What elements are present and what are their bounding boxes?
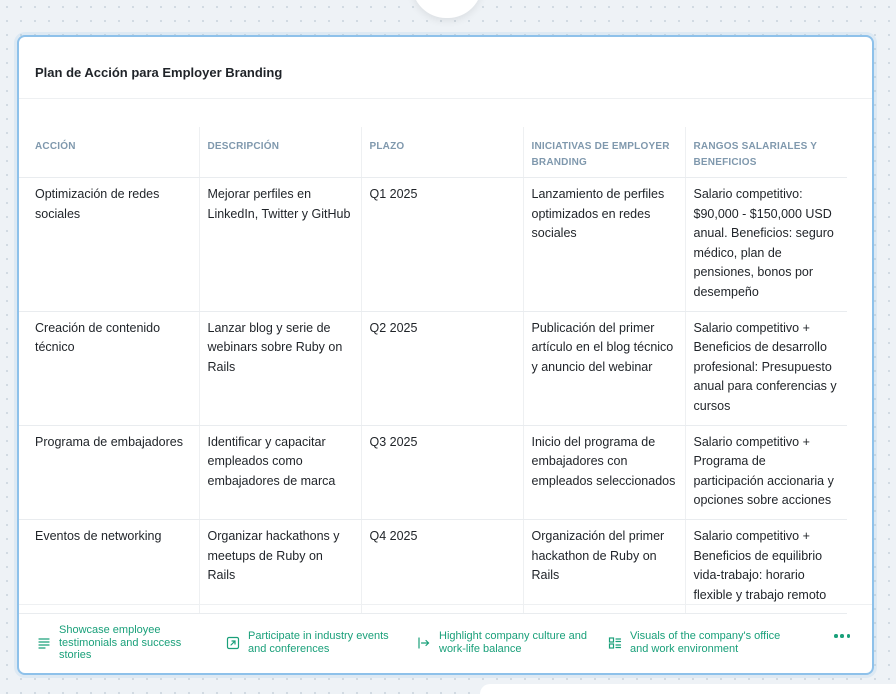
suggestion-label: Highlight company culture and work-life balance [439, 630, 587, 655]
table-cell: Optimización de redes sociales [19, 178, 199, 312]
table-cell: Publicación del primer artículo en el blog técnico y anuncio del webinar [523, 311, 685, 425]
table-cell: Q2 2025 [361, 311, 523, 425]
table-cell: Q1 2025 [361, 178, 523, 312]
suggestion-office-visuals[interactable] [608, 630, 788, 655]
table-cell: Q3 2025 [361, 425, 523, 519]
column-header-iniciativas: INICIATIVAS DE EMPLOYER BRANDING [523, 127, 685, 178]
table-cell: Salario competitivo + Programa de participación accionaria y opciones sobre acciones [685, 425, 847, 519]
more-options-icon[interactable] [834, 631, 850, 641]
table-cell: Mejorar perfiles en LinkedIn, Twitter y GitHub [199, 178, 361, 312]
action-plan-card [17, 35, 874, 675]
suggestion-testimonials[interactable] [37, 624, 202, 662]
table-cell: Lanzar blog y serie de webinars sobre Ruby on Rails [199, 311, 361, 425]
column-header-rangos: RANGOS SALARIALES Y BENEFICIOS [685, 127, 847, 178]
table-cell: Salario competitivo + Beneficios de desarrollo profesional: Presupuesto anual para conferencias y cursos [685, 311, 847, 425]
table-cell: Creación de contenido técnico [19, 311, 199, 425]
table-cell: Programa de embajadores [19, 425, 199, 519]
column-header-accion: ACCIÓN [19, 127, 199, 178]
suggestion-label: Visuals of the company's office and work environment [630, 630, 781, 655]
arrow-box-icon [226, 636, 240, 650]
top-handle [412, 0, 482, 18]
table-row [19, 519, 847, 613]
table-cell: Salario competitivo + Beneficios de equilibrio vida-trabajo: horario flexible y trabajo remoto [685, 519, 847, 613]
table-cell: Eventos de networking [19, 519, 199, 613]
list-lines-icon [37, 636, 51, 650]
arrow-right-bar-icon [417, 636, 431, 650]
suggestion-industry-events[interactable] [226, 630, 401, 655]
table-cell: Lanzamiento de perfiles optimizados en redes sociales [523, 178, 685, 312]
table-cell: Organización del primer hackathon de Ruby on Rails [523, 519, 685, 613]
suggestion-label: Showcase employee testimonials and success stories [59, 624, 182, 661]
column-header-plazo: PLAZO [361, 127, 523, 178]
table-cell: Organizar hackathons y meetups de Ruby on Rails [199, 519, 361, 613]
table-header-row [19, 127, 847, 178]
card-header [19, 37, 872, 99]
table-row [19, 425, 847, 519]
table-cell: Q4 2025 [361, 519, 523, 613]
table-row [19, 311, 847, 425]
table-cell: Salario competitivo: $90,000 - $150,000 USD anual. Beneficios: seguro médico, plan de pensiones, bonos por desempeño [685, 178, 847, 312]
column-header-descripcion: DESCRIPCIÓN [199, 127, 361, 178]
background-panel-edge [480, 684, 896, 694]
table-cell: Identificar y capacitar empleados como embajadores de marca [199, 425, 361, 519]
suggestion-company-culture[interactable] [417, 630, 597, 655]
card-title: Plan de Acción para Employer Branding [35, 65, 283, 80]
table-cell: Inicio del programa de embajadores con empleados seleccionados [523, 425, 685, 519]
suggestion-bar [19, 604, 872, 673]
action-plan-table [19, 127, 847, 614]
grid-list-icon [608, 636, 622, 650]
table-row [19, 178, 847, 312]
suggestion-label: Participate in industry events and conferences [248, 630, 389, 655]
